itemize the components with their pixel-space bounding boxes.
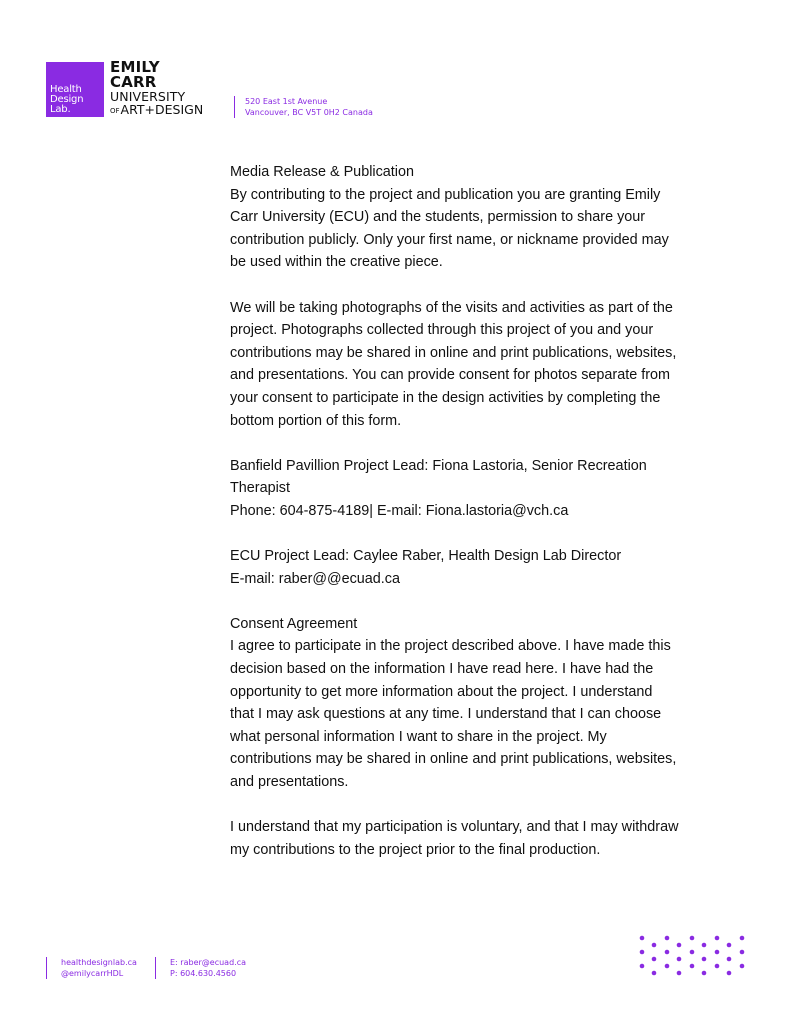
text-line: my contributions to the project prior to the final production. xyxy=(230,841,601,858)
health-design-lab-logo xyxy=(46,62,104,117)
pattern-dot xyxy=(740,950,745,955)
text-line: Therapist xyxy=(230,480,290,497)
pattern-dot xyxy=(652,971,657,976)
pattern-dot xyxy=(727,957,732,962)
pattern-dot xyxy=(677,943,682,948)
ecu-logo-line: CARR xyxy=(110,73,157,91)
footer-email: E: raber@ecuad.ca xyxy=(170,958,246,967)
hdl-logo-line: Design xyxy=(50,94,84,105)
text-line: contributions may be shared in online and print publications, websites, xyxy=(230,751,677,768)
ecu-logo-art-design: ART+DESIGN xyxy=(120,102,204,117)
photographs-paragraph xyxy=(230,297,710,433)
voluntary-paragraph xyxy=(230,816,710,861)
banfield-contact xyxy=(230,455,710,523)
footer-phone: P: 604.630.4560 xyxy=(170,969,237,978)
text-line: I understand that my participation is voluntary, and that I may withdraw xyxy=(230,819,679,836)
pattern-dot xyxy=(665,950,670,955)
pattern-dot xyxy=(690,964,695,969)
pattern-dot xyxy=(652,943,657,948)
pattern-dot xyxy=(665,964,670,969)
emily-carr-logo xyxy=(110,60,220,118)
ecu-logo-line: UNIVERSITY xyxy=(110,89,186,104)
pattern-dot xyxy=(715,936,720,941)
hdl-logo-line: Lab. xyxy=(50,104,71,115)
pattern-dot xyxy=(702,943,707,948)
pattern-dot xyxy=(677,971,682,976)
footer-website: healthdesignlab.ca xyxy=(61,958,137,967)
ecu-logo-of: OF xyxy=(110,107,120,115)
text-line: be used within the creative piece. xyxy=(230,254,443,271)
pattern-dot xyxy=(727,943,732,948)
pattern-dot xyxy=(665,936,670,941)
pattern-dot xyxy=(702,971,707,976)
hdl-logo-line: Health xyxy=(50,84,82,95)
text-line: contribution publicly. Only your first name, or nickname provided may xyxy=(230,231,669,248)
text-line: and presentations. xyxy=(230,774,349,791)
address-line: 520 East 1st Avenue xyxy=(245,97,328,106)
text-line: Phone: 604-875-4189| E-mail: Fiona.lastoria@vch.ca xyxy=(230,502,569,519)
media-release-paragraph xyxy=(230,184,710,274)
text-line: Carr University (ECU) and the students, permission to share your xyxy=(230,209,646,226)
text-line: what personal information I want to share in the project. My xyxy=(230,728,607,745)
decorative-dot-pattern xyxy=(636,933,751,981)
text-line: We will be taking photographs of the visits and activities as part of the xyxy=(230,299,673,316)
ecu-logo-line: EMILY xyxy=(110,58,160,76)
media-release-heading: Media Release & Publication xyxy=(230,164,414,180)
pattern-dot xyxy=(652,957,657,962)
ecu-logo-line xyxy=(110,103,220,118)
consent-paragraph xyxy=(230,635,710,793)
pattern-dot xyxy=(715,964,720,969)
pattern-dot xyxy=(640,936,645,941)
pattern-dot xyxy=(702,957,707,962)
pattern-dot xyxy=(690,936,695,941)
document-body xyxy=(230,161,710,884)
text-line: By contributing to the project and publication you are granting Emily xyxy=(230,186,661,203)
pattern-dot xyxy=(740,936,745,941)
text-line: and presentations. You can provide consent for photos separate from xyxy=(230,367,671,384)
pattern-dot xyxy=(715,950,720,955)
text-line: Banfield Pavillion Project Lead: Fiona Lastoria, Senior Recreation xyxy=(230,457,647,474)
header-address xyxy=(234,96,373,118)
footer-contact xyxy=(155,957,246,979)
pattern-dot xyxy=(640,964,645,969)
ecu-lead-contact xyxy=(230,545,710,590)
text-line: that I may ask questions at any time. I understand that I can choose xyxy=(230,706,662,723)
text-line: opportunity to get more information about the project. I understand xyxy=(230,683,653,700)
text-line: decision based on the information I have read here. I have had the xyxy=(230,661,654,678)
text-line: your consent to participate in the design activities by completing the xyxy=(230,389,661,406)
pattern-dot xyxy=(727,971,732,976)
footer-web-social xyxy=(46,957,137,979)
pattern-dot xyxy=(677,957,682,962)
address-line: Vancouver, BC V5T 0H2 Canada xyxy=(245,108,373,117)
text-line: I agree to participate in the project described above. I have made this xyxy=(230,638,671,655)
text-line: E-mail: raber@@ecuad.ca xyxy=(230,570,400,587)
text-line: project. Photographs collected through this project of you and your xyxy=(230,322,654,339)
text-line: bottom portion of this form. xyxy=(230,412,402,429)
consent-agreement-heading: Consent Agreement xyxy=(230,615,358,632)
pattern-dot xyxy=(740,964,745,969)
text-line: ECU Project Lead: Caylee Raber, Health Design Lab Director xyxy=(230,548,622,565)
pattern-dot xyxy=(640,950,645,955)
footer-social: @emilycarrHDL xyxy=(61,969,124,978)
pattern-dot xyxy=(690,950,695,955)
text-line: contributions may be shared in online and print publications, websites, xyxy=(230,344,677,361)
